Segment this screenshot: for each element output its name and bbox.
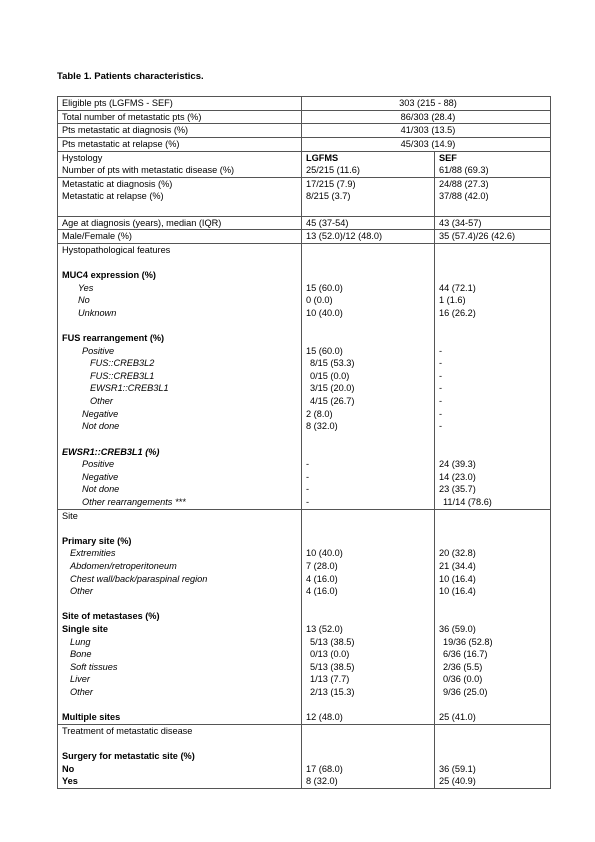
- sef-value: 25 (41.0): [439, 712, 476, 723]
- row-label: MUC4 expression (%): [62, 269, 156, 280]
- row-label: Age at diagnosis (years), median (IQR): [62, 217, 222, 228]
- row-label: FUS::CREB3L1: [90, 370, 155, 381]
- lgfms-value: 0/13 (0.0): [310, 649, 350, 660]
- lgfms-value: 8/215 (3.7): [306, 191, 351, 202]
- row-label: [62, 319, 301, 332]
- summary-label: Eligible pts (LGFMS - SEF): [58, 97, 302, 111]
- sef-value: 19/36 (52.8): [443, 636, 493, 647]
- row-label-cell: [58, 177, 302, 216]
- row-label: Multiple sites: [62, 712, 121, 723]
- lgfms-value: [306, 610, 434, 623]
- lgfms-value: [306, 738, 434, 751]
- lgfms-value: 8 (32.0): [306, 776, 338, 787]
- lgfms-value: [306, 256, 434, 269]
- row-label: Hystology: [62, 152, 103, 163]
- lgfms-value: -: [306, 459, 310, 470]
- row-label: [62, 598, 301, 611]
- row-label: Bone: [70, 649, 92, 660]
- lgfms-value: 0/15 (0.0): [310, 370, 350, 381]
- row-label: [62, 256, 301, 269]
- lgfms-value: [306, 750, 434, 763]
- lgfms-value: 2/13 (15.3): [310, 687, 355, 698]
- row-label: Primary site (%): [62, 535, 132, 546]
- sef-value: 21 (34.4): [439, 561, 476, 571]
- table-row: [58, 151, 551, 177]
- sef-value: -: [439, 408, 443, 419]
- lgfms-value-cell: [302, 509, 435, 724]
- row-label: Lung: [70, 636, 91, 647]
- lgfms-value: 10 (40.0): [306, 307, 343, 318]
- row-label: Positive: [82, 345, 115, 356]
- lgfms-value: 17/215 (7.9): [306, 178, 356, 189]
- row-label: Liver: [70, 674, 90, 685]
- lgfms-value: [306, 433, 434, 446]
- table-caption: Table 1. Patients characteristics.: [57, 71, 204, 82]
- sef-value: 36 (59.1): [439, 763, 476, 774]
- sef-value: SEF: [439, 152, 457, 163]
- sef-value: 36 (59.0): [439, 624, 476, 635]
- row-label: Number of pts with metastatic disease (%): [62, 165, 235, 176]
- row-label: Negative: [82, 471, 119, 482]
- row-label: No: [78, 295, 90, 306]
- summary-value: 41/303 (13.5): [302, 124, 551, 138]
- lgfms-value-cell: [302, 151, 435, 177]
- sef-value-cell: [435, 509, 551, 724]
- row-label: Positive: [82, 459, 115, 470]
- row-label: FUS::CREB3L2: [90, 358, 155, 369]
- lgfms-value: 17 (68.0): [306, 763, 343, 774]
- row-label: Soft tissues: [70, 661, 118, 672]
- lgfms-value: 15 (60.0): [306, 345, 343, 356]
- lgfms-value: 4/15 (26.7): [310, 396, 355, 407]
- row-label: Yes: [78, 282, 94, 293]
- sef-value: 6/36 (16.7): [443, 649, 488, 660]
- sef-value: 35 (57.4)/26 (42.6): [439, 231, 516, 242]
- row-label: Site of metastases (%): [62, 611, 160, 622]
- lgfms-value: 25/215 (11.6): [306, 165, 360, 176]
- summary-value: 303 (215 - 88): [302, 97, 551, 111]
- row-label: Negative: [82, 408, 119, 419]
- sef-value: [439, 433, 550, 446]
- sef-value: 25 (40.9): [439, 776, 476, 787]
- lgfms-value-cell: [302, 724, 435, 788]
- sef-value: [439, 598, 550, 611]
- sef-value: -: [439, 396, 443, 407]
- sef-value: -: [439, 370, 443, 381]
- sef-value: [439, 738, 550, 751]
- sef-value: [439, 332, 550, 345]
- row-label: EWSR1::CREB3L1: [90, 383, 169, 394]
- summary-value: 86/303 (28.4): [302, 110, 551, 124]
- sef-value-cell: [435, 230, 551, 244]
- sef-value: 24 (39.3): [439, 459, 476, 470]
- row-label: Extremities: [70, 548, 116, 559]
- summary-value: 45/303 (14.9): [302, 137, 551, 151]
- row-label: Single site: [62, 624, 108, 635]
- lgfms-value: [306, 522, 434, 535]
- patients-characteristics-table: [57, 96, 551, 789]
- sef-value-cell: [435, 177, 551, 216]
- table-row: [58, 230, 551, 244]
- lgfms-value: [306, 244, 434, 257]
- lgfms-value: -: [306, 471, 310, 482]
- lgfms-value: 7 (28.0): [306, 561, 338, 571]
- lgfms-value: [306, 598, 434, 611]
- row-label-cell: [58, 509, 302, 724]
- sef-value: 10 (16.4): [439, 586, 476, 597]
- table-row: [58, 509, 551, 724]
- sef-value: 0/36 (0.0): [443, 674, 483, 685]
- summary-row: [58, 97, 551, 111]
- sef-value: [439, 244, 550, 257]
- sef-value: -: [439, 358, 443, 369]
- lgfms-value: -: [306, 496, 310, 507]
- sef-value: [439, 203, 550, 216]
- lgfms-value-cell: [302, 177, 435, 216]
- sef-value: 24/88 (27.3): [439, 178, 489, 189]
- lgfms-value: [306, 319, 434, 332]
- row-label: Treatment of metastatic disease: [62, 725, 193, 736]
- lgfms-value: 5/13 (38.5): [310, 636, 355, 647]
- lgfms-value: [306, 446, 434, 459]
- row-label: Other rearrangements ***: [82, 496, 186, 507]
- row-label: Hystopathological features: [62, 244, 171, 255]
- row-label: Surgery for metastatic site (%): [62, 751, 195, 762]
- summary-row: [58, 110, 551, 124]
- sef-value: [439, 699, 550, 712]
- sef-value: [439, 610, 550, 623]
- lgfms-value: 13 (52.0)/12 (48.0): [306, 231, 383, 242]
- sef-value: [439, 319, 550, 332]
- lgfms-value: 5/13 (38.5): [310, 661, 355, 672]
- sef-value: -: [439, 421, 443, 432]
- row-label: FUS rearrangement (%): [62, 333, 165, 344]
- sef-value: 43 (34-57): [439, 217, 482, 228]
- table-body: [58, 97, 551, 789]
- sef-value: [439, 269, 550, 282]
- sef-value-cell: [435, 243, 551, 509]
- sef-value: 16 (26.2): [439, 307, 476, 318]
- lgfms-value: [306, 203, 434, 216]
- row-label: Abdomen/retroperitoneum: [70, 561, 177, 571]
- row-label: Yes: [62, 776, 78, 787]
- sef-value: [439, 750, 550, 763]
- lgfms-value: [306, 535, 434, 548]
- summary-label: Pts metastatic at diagnosis (%): [58, 124, 302, 138]
- sef-value-cell: [435, 216, 551, 230]
- lgfms-value: [306, 510, 434, 523]
- lgfms-value: 10 (40.0): [306, 548, 343, 559]
- row-label: No: [62, 763, 75, 774]
- lgfms-value: 1/13 (7.7): [310, 674, 350, 685]
- table-row: [58, 243, 551, 509]
- sef-value: [439, 510, 550, 523]
- lgfms-value: 4 (16.0): [306, 586, 338, 597]
- sef-value: 2/36 (5.5): [443, 661, 483, 672]
- row-label: [62, 522, 301, 535]
- row-label-cell: [58, 243, 302, 509]
- sef-value: -: [439, 383, 443, 394]
- lgfms-value: 15 (60.0): [306, 282, 343, 293]
- row-label: Not done: [82, 421, 120, 432]
- sef-value: [439, 256, 550, 269]
- lgfms-value: 12 (48.0): [306, 712, 343, 723]
- lgfms-value-cell: [302, 216, 435, 230]
- row-label: EWSR1::CREB3L1 (%): [62, 446, 160, 457]
- summary-row: [58, 124, 551, 138]
- lgfms-value-cell: [302, 230, 435, 244]
- sef-value-cell: [435, 151, 551, 177]
- row-label: Site: [62, 510, 78, 521]
- lgfms-value: 8/15 (53.3): [310, 358, 355, 369]
- sef-value: [439, 522, 550, 535]
- sef-value: 10 (16.4): [439, 573, 476, 584]
- row-label: Other: [90, 396, 113, 407]
- table-row: [58, 177, 551, 216]
- lgfms-value: [306, 269, 434, 282]
- lgfms-value: [306, 725, 434, 738]
- sef-value: [439, 725, 550, 738]
- row-label: Unknown: [78, 307, 117, 318]
- row-label: Metastatic at relapse (%): [62, 191, 164, 202]
- row-label: [62, 433, 301, 446]
- table-row: [58, 724, 551, 788]
- sef-value: -: [439, 345, 443, 356]
- lgfms-value: 3/15 (20.0): [310, 383, 355, 394]
- sef-value: [439, 535, 550, 548]
- summary-label: Total number of metastatic pts (%): [58, 110, 302, 124]
- lgfms-value: 0 (0.0): [306, 295, 333, 306]
- row-label: Chest wall/back/paraspinal region: [70, 573, 208, 584]
- row-label: [62, 738, 301, 751]
- row-label: [62, 203, 301, 216]
- sef-value: 20 (32.8): [439, 548, 476, 559]
- sef-value: 23 (35.7): [439, 484, 476, 495]
- sef-value: 9/36 (25.0): [443, 687, 488, 698]
- lgfms-value: [306, 699, 434, 712]
- summary-label: Pts metastatic at relapse (%): [58, 137, 302, 151]
- row-label: [62, 699, 301, 712]
- table-row: [58, 216, 551, 230]
- lgfms-value: LGFMS: [306, 152, 339, 163]
- sef-value-cell: [435, 724, 551, 788]
- row-label: Male/Female (%): [62, 231, 132, 242]
- sef-value: [439, 446, 550, 459]
- row-label: Other: [70, 586, 93, 597]
- lgfms-value: 45 (37-54): [306, 217, 349, 228]
- row-label: Metastatic at diagnosis (%): [62, 178, 173, 189]
- row-label-cell: [58, 151, 302, 177]
- row-label-cell: [58, 216, 302, 230]
- row-label: Other: [70, 687, 93, 698]
- sef-value: 14 (23.0): [439, 471, 476, 482]
- lgfms-value: [306, 332, 434, 345]
- summary-row: [58, 137, 551, 151]
- row-label-cell: [58, 230, 302, 244]
- sef-value: 1 (1.6): [439, 295, 466, 306]
- lgfms-value: 8 (32.0): [306, 421, 338, 432]
- sef-value: 44 (72.1): [439, 282, 476, 293]
- lgfms-value: 2 (8.0): [306, 408, 333, 419]
- lgfms-value: 4 (16.0): [306, 573, 338, 584]
- row-label: Not done: [82, 484, 120, 495]
- lgfms-value: 13 (52.0): [306, 624, 343, 635]
- sef-value: 61/88 (69.3): [439, 165, 489, 176]
- row-label-cell: [58, 724, 302, 788]
- lgfms-value: -: [306, 484, 310, 495]
- sef-value: 11/14 (78.6): [443, 496, 492, 507]
- sef-value: 37/88 (42.0): [439, 191, 489, 202]
- lgfms-value-cell: [302, 243, 435, 509]
